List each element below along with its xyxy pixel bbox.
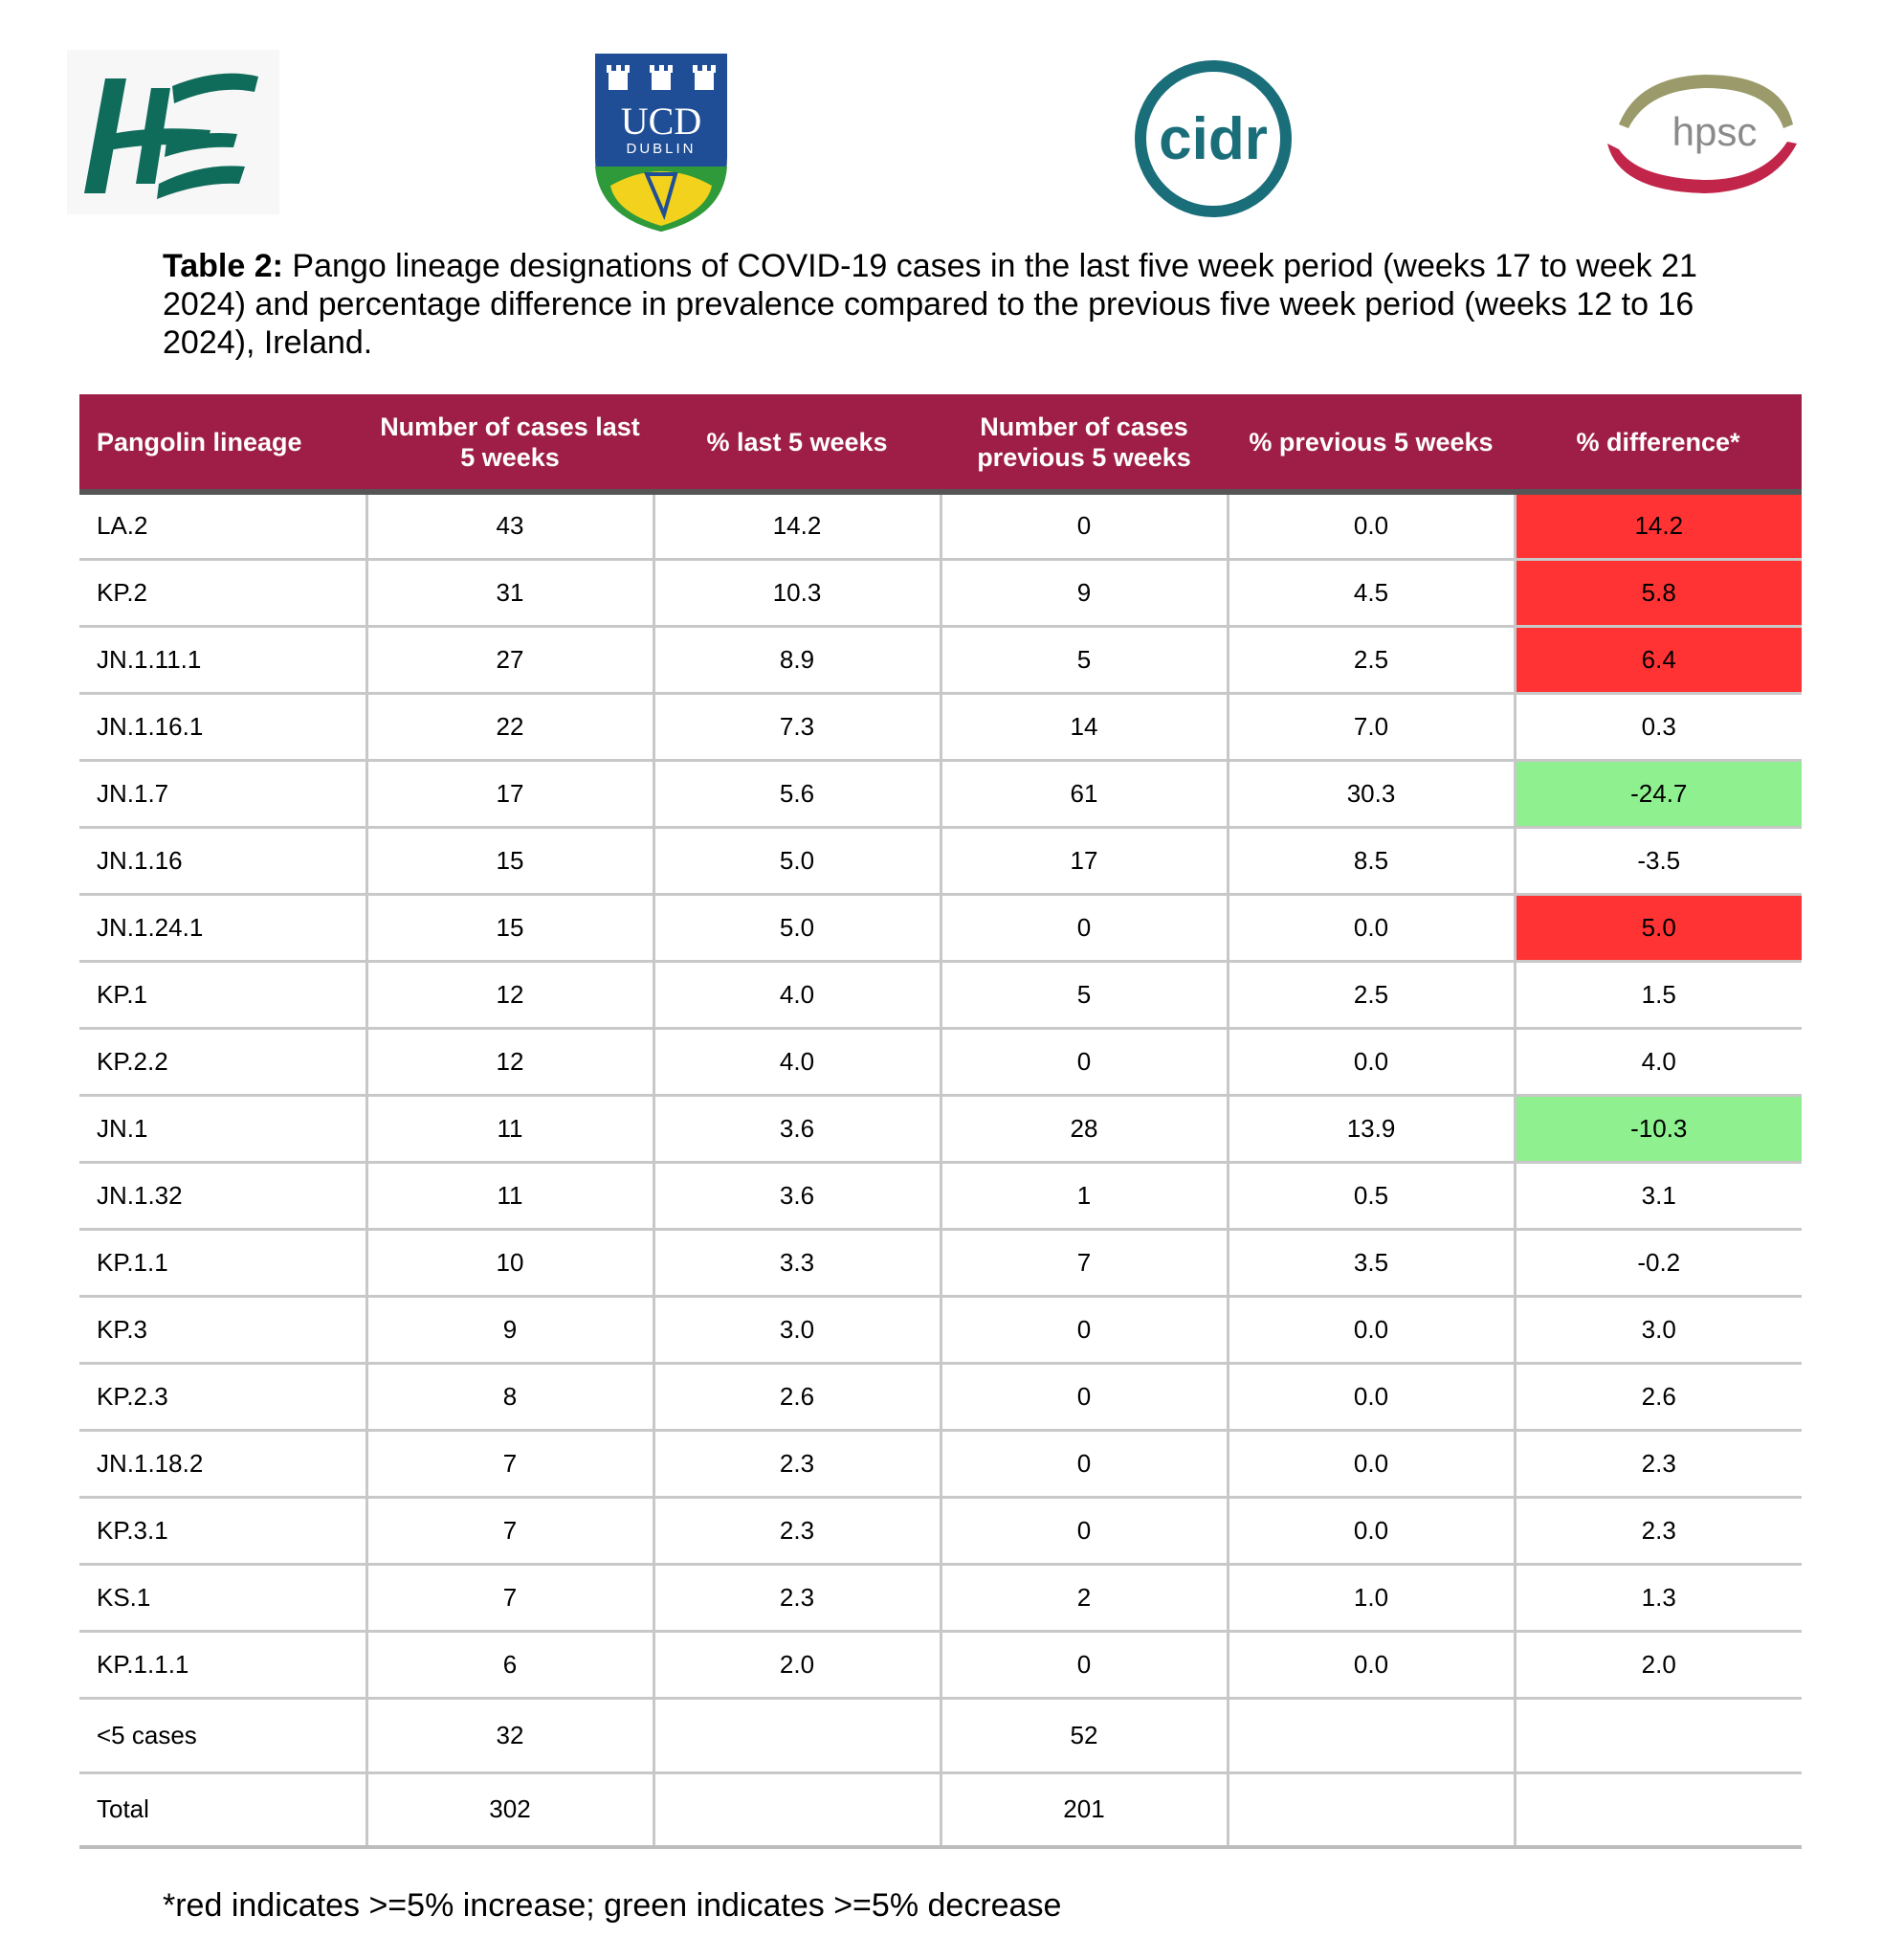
cases-last-cell: 10 [366,1229,653,1296]
table-row [79,1028,1802,1095]
table-row [79,961,1802,1028]
cases-last-cell: 8 [366,1363,653,1430]
pct-previous-cell: 0.0 [1228,1363,1515,1430]
pct-previous-cell: 0.0 [1228,1028,1515,1095]
cases-previous-cell: 7 [941,1229,1228,1296]
lineage-cell: JN.1.32 [79,1162,366,1229]
table-row [79,626,1802,693]
lineage-cell: KP.3 [79,1296,366,1363]
pct-difference-cell: -3.5 [1515,827,1802,894]
cases-last-cell: 6 [366,1631,653,1698]
pct-previous-cell: 3.5 [1228,1229,1515,1296]
lineage-cell: JN.1.11.1 [79,626,366,693]
pct-previous-cell: 0.0 [1228,492,1515,559]
cases-last-cell: 7 [366,1430,653,1497]
pct-previous-cell [1228,1698,1515,1772]
cases-previous-cell: 0 [941,1497,1228,1564]
table-row [79,1430,1802,1497]
cases-last-cell: 12 [366,1028,653,1095]
cases-last-cell: 17 [366,760,653,827]
pct-difference-cell: 3.0 [1515,1296,1802,1363]
pct-difference-cell [1515,1772,1802,1847]
pct-difference-cell: 2.3 [1515,1430,1802,1497]
pct-last-cell: 2.3 [653,1564,941,1631]
lineage-cell: Total [79,1772,366,1847]
lineage-table [79,394,1802,1849]
pct-last-cell: 2.3 [653,1497,941,1564]
hpsc-text: hpsc [1672,109,1758,154]
pct-last-cell: 8.9 [653,626,941,693]
pct-difference-cell: 6.4 [1515,626,1802,693]
table-row [79,1162,1802,1229]
pct-previous-cell: 13.9 [1228,1095,1515,1162]
pct-previous-cell: 0.0 [1228,1631,1515,1698]
table-header-row [79,394,1802,492]
table-row [79,1296,1802,1363]
pct-difference-cell: 5.8 [1515,559,1802,626]
cases-last-cell: 302 [366,1772,653,1847]
pct-difference-cell: 3.1 [1515,1162,1802,1229]
pct-last-cell: 14.2 [653,492,941,559]
pct-last-cell: 3.3 [653,1229,941,1296]
table-row [79,492,1802,559]
table-row [79,1772,1802,1847]
lineage-cell: KP.1 [79,961,366,1028]
table-row [79,894,1802,961]
caption-text: Pango lineage designations of COVID-19 cases in the last five week period (weeks 17 to week 21 2024) and percentage difference in prevalence compared to the previous five week period (weeks 12 to 16 2024), Ireland. [163,248,1697,361]
pct-last-cell: 3.6 [653,1162,941,1229]
dublin-text: DUBLIN [626,141,697,157]
table-row [79,827,1802,894]
lineage-cell: JN.1.24.1 [79,894,366,961]
lineage-cell: JN.1.16.1 [79,693,366,760]
cases-previous-cell: 9 [941,559,1228,626]
pct-previous-cell [1228,1772,1515,1847]
header-pct-previous: % previous 5 weeks [1228,394,1515,492]
table-row [79,1631,1802,1698]
pct-difference-cell: 1.5 [1515,961,1802,1028]
pct-difference-cell: 4.0 [1515,1028,1802,1095]
lineage-cell: JN.1.18.2 [79,1430,366,1497]
pct-previous-cell: 7.0 [1228,693,1515,760]
cases-previous-cell: 5 [941,961,1228,1028]
lineage-cell: JN.1.7 [79,760,366,827]
cidr-logo [1132,56,1295,222]
pct-difference-cell: 0.3 [1515,693,1802,760]
footnote: *red indicates >=5% increase; green indicates >=5% decrease [163,1887,1062,1924]
lineage-cell: KP.1.1 [79,1229,366,1296]
lineage-cell: KP.2 [79,559,366,626]
ucd-dublin-crest [591,52,731,234]
pct-difference-cell: -0.2 [1515,1229,1802,1296]
pct-previous-cell: 2.5 [1228,626,1515,693]
header-cases-last: Number of cases last 5 weeks [366,394,653,492]
cidr-text: cidr [1159,106,1268,172]
hpsc-logo [1600,67,1801,201]
lineage-cell: JN.1 [79,1095,366,1162]
pct-last-cell: 2.0 [653,1631,941,1698]
pct-last-cell: 4.0 [653,1028,941,1095]
header-lineage: Pangolin lineage [79,394,366,492]
lineage-table-container [79,394,1802,1849]
cases-previous-cell: 2 [941,1564,1228,1631]
lineage-cell: LA.2 [79,492,366,559]
table-row [79,559,1802,626]
pct-last-cell [653,1698,941,1772]
cases-last-cell: 22 [366,693,653,760]
pct-last-cell: 4.0 [653,961,941,1028]
cases-last-cell: 9 [366,1296,653,1363]
pct-last-cell: 10.3 [653,559,941,626]
cases-previous-cell: 0 [941,492,1228,559]
ucd-text: UCD [620,100,702,143]
pct-difference-cell: -24.7 [1515,760,1802,827]
table-row [79,1229,1802,1296]
lineage-cell: JN.1.16 [79,827,366,894]
pct-last-cell: 3.0 [653,1296,941,1363]
table-caption [163,247,1713,362]
table-row [79,1363,1802,1430]
pct-previous-cell: 0.0 [1228,1296,1515,1363]
pct-last-cell: 2.3 [653,1430,941,1497]
pct-previous-cell: 0.5 [1228,1162,1515,1229]
pct-previous-cell: 1.0 [1228,1564,1515,1631]
lineage-cell: KP.3.1 [79,1497,366,1564]
table-row [79,1497,1802,1564]
cases-last-cell: 7 [366,1564,653,1631]
caption-label: Table 2: [163,248,283,284]
cases-previous-cell: 52 [941,1698,1228,1772]
pct-difference-cell: 5.0 [1515,894,1802,961]
pct-difference-cell: 2.3 [1515,1497,1802,1564]
hse-logo [67,50,279,214]
table-row [79,760,1802,827]
pct-difference-cell: 2.6 [1515,1363,1802,1430]
header-pct-last: % last 5 weeks [653,394,941,492]
cases-previous-cell: 0 [941,1631,1228,1698]
cases-previous-cell: 0 [941,1296,1228,1363]
pct-difference-cell: -10.3 [1515,1095,1802,1162]
pct-previous-cell: 30.3 [1228,760,1515,827]
pct-difference-cell: 14.2 [1515,492,1802,559]
cases-previous-cell: 61 [941,760,1228,827]
cases-last-cell: 12 [366,961,653,1028]
pct-last-cell: 5.0 [653,894,941,961]
pct-last-cell: 5.6 [653,760,941,827]
pct-difference-cell [1515,1698,1802,1772]
table-body [79,492,1802,1847]
pct-previous-cell: 2.5 [1228,961,1515,1028]
lineage-cell: KS.1 [79,1564,366,1631]
lineage-cell: <5 cases [79,1698,366,1772]
cases-last-cell: 31 [366,559,653,626]
cases-previous-cell: 0 [941,894,1228,961]
pct-difference-cell: 1.3 [1515,1564,1802,1631]
table-row [79,1564,1802,1631]
pct-previous-cell: 4.5 [1228,559,1515,626]
cases-last-cell: 11 [366,1095,653,1162]
cases-last-cell: 15 [366,827,653,894]
cases-last-cell: 7 [366,1497,653,1564]
cases-previous-cell: 0 [941,1028,1228,1095]
pct-previous-cell: 8.5 [1228,827,1515,894]
cases-previous-cell: 0 [941,1430,1228,1497]
cases-last-cell: 43 [366,492,653,559]
pct-last-cell: 2.6 [653,1363,941,1430]
cases-previous-cell: 5 [941,626,1228,693]
pct-last-cell: 7.3 [653,693,941,760]
cases-previous-cell: 1 [941,1162,1228,1229]
pct-previous-cell: 0.0 [1228,1430,1515,1497]
table-row [79,1698,1802,1772]
lineage-cell: KP.1.1.1 [79,1631,366,1698]
header-pct-difference: % difference* [1515,394,1802,492]
pct-previous-cell: 0.0 [1228,1497,1515,1564]
cases-previous-cell: 0 [941,1363,1228,1430]
cases-last-cell: 32 [366,1698,653,1772]
lineage-cell: KP.2.3 [79,1363,366,1430]
cases-last-cell: 15 [366,894,653,961]
cases-previous-cell: 14 [941,693,1228,760]
table-row [79,693,1802,760]
header-cases-previous: Number of cases previous 5 weeks [941,394,1228,492]
pct-previous-cell: 0.0 [1228,894,1515,961]
cases-previous-cell: 201 [941,1772,1228,1847]
cases-last-cell: 11 [366,1162,653,1229]
pct-last-cell: 5.0 [653,827,941,894]
lineage-cell: KP.2.2 [79,1028,366,1095]
cases-previous-cell: 17 [941,827,1228,894]
pct-last-cell [653,1772,941,1847]
pct-difference-cell: 2.0 [1515,1631,1802,1698]
cases-previous-cell: 28 [941,1095,1228,1162]
pct-last-cell: 3.6 [653,1095,941,1162]
cases-last-cell: 27 [366,626,653,693]
table-row [79,1095,1802,1162]
logo-bar [0,0,1882,239]
